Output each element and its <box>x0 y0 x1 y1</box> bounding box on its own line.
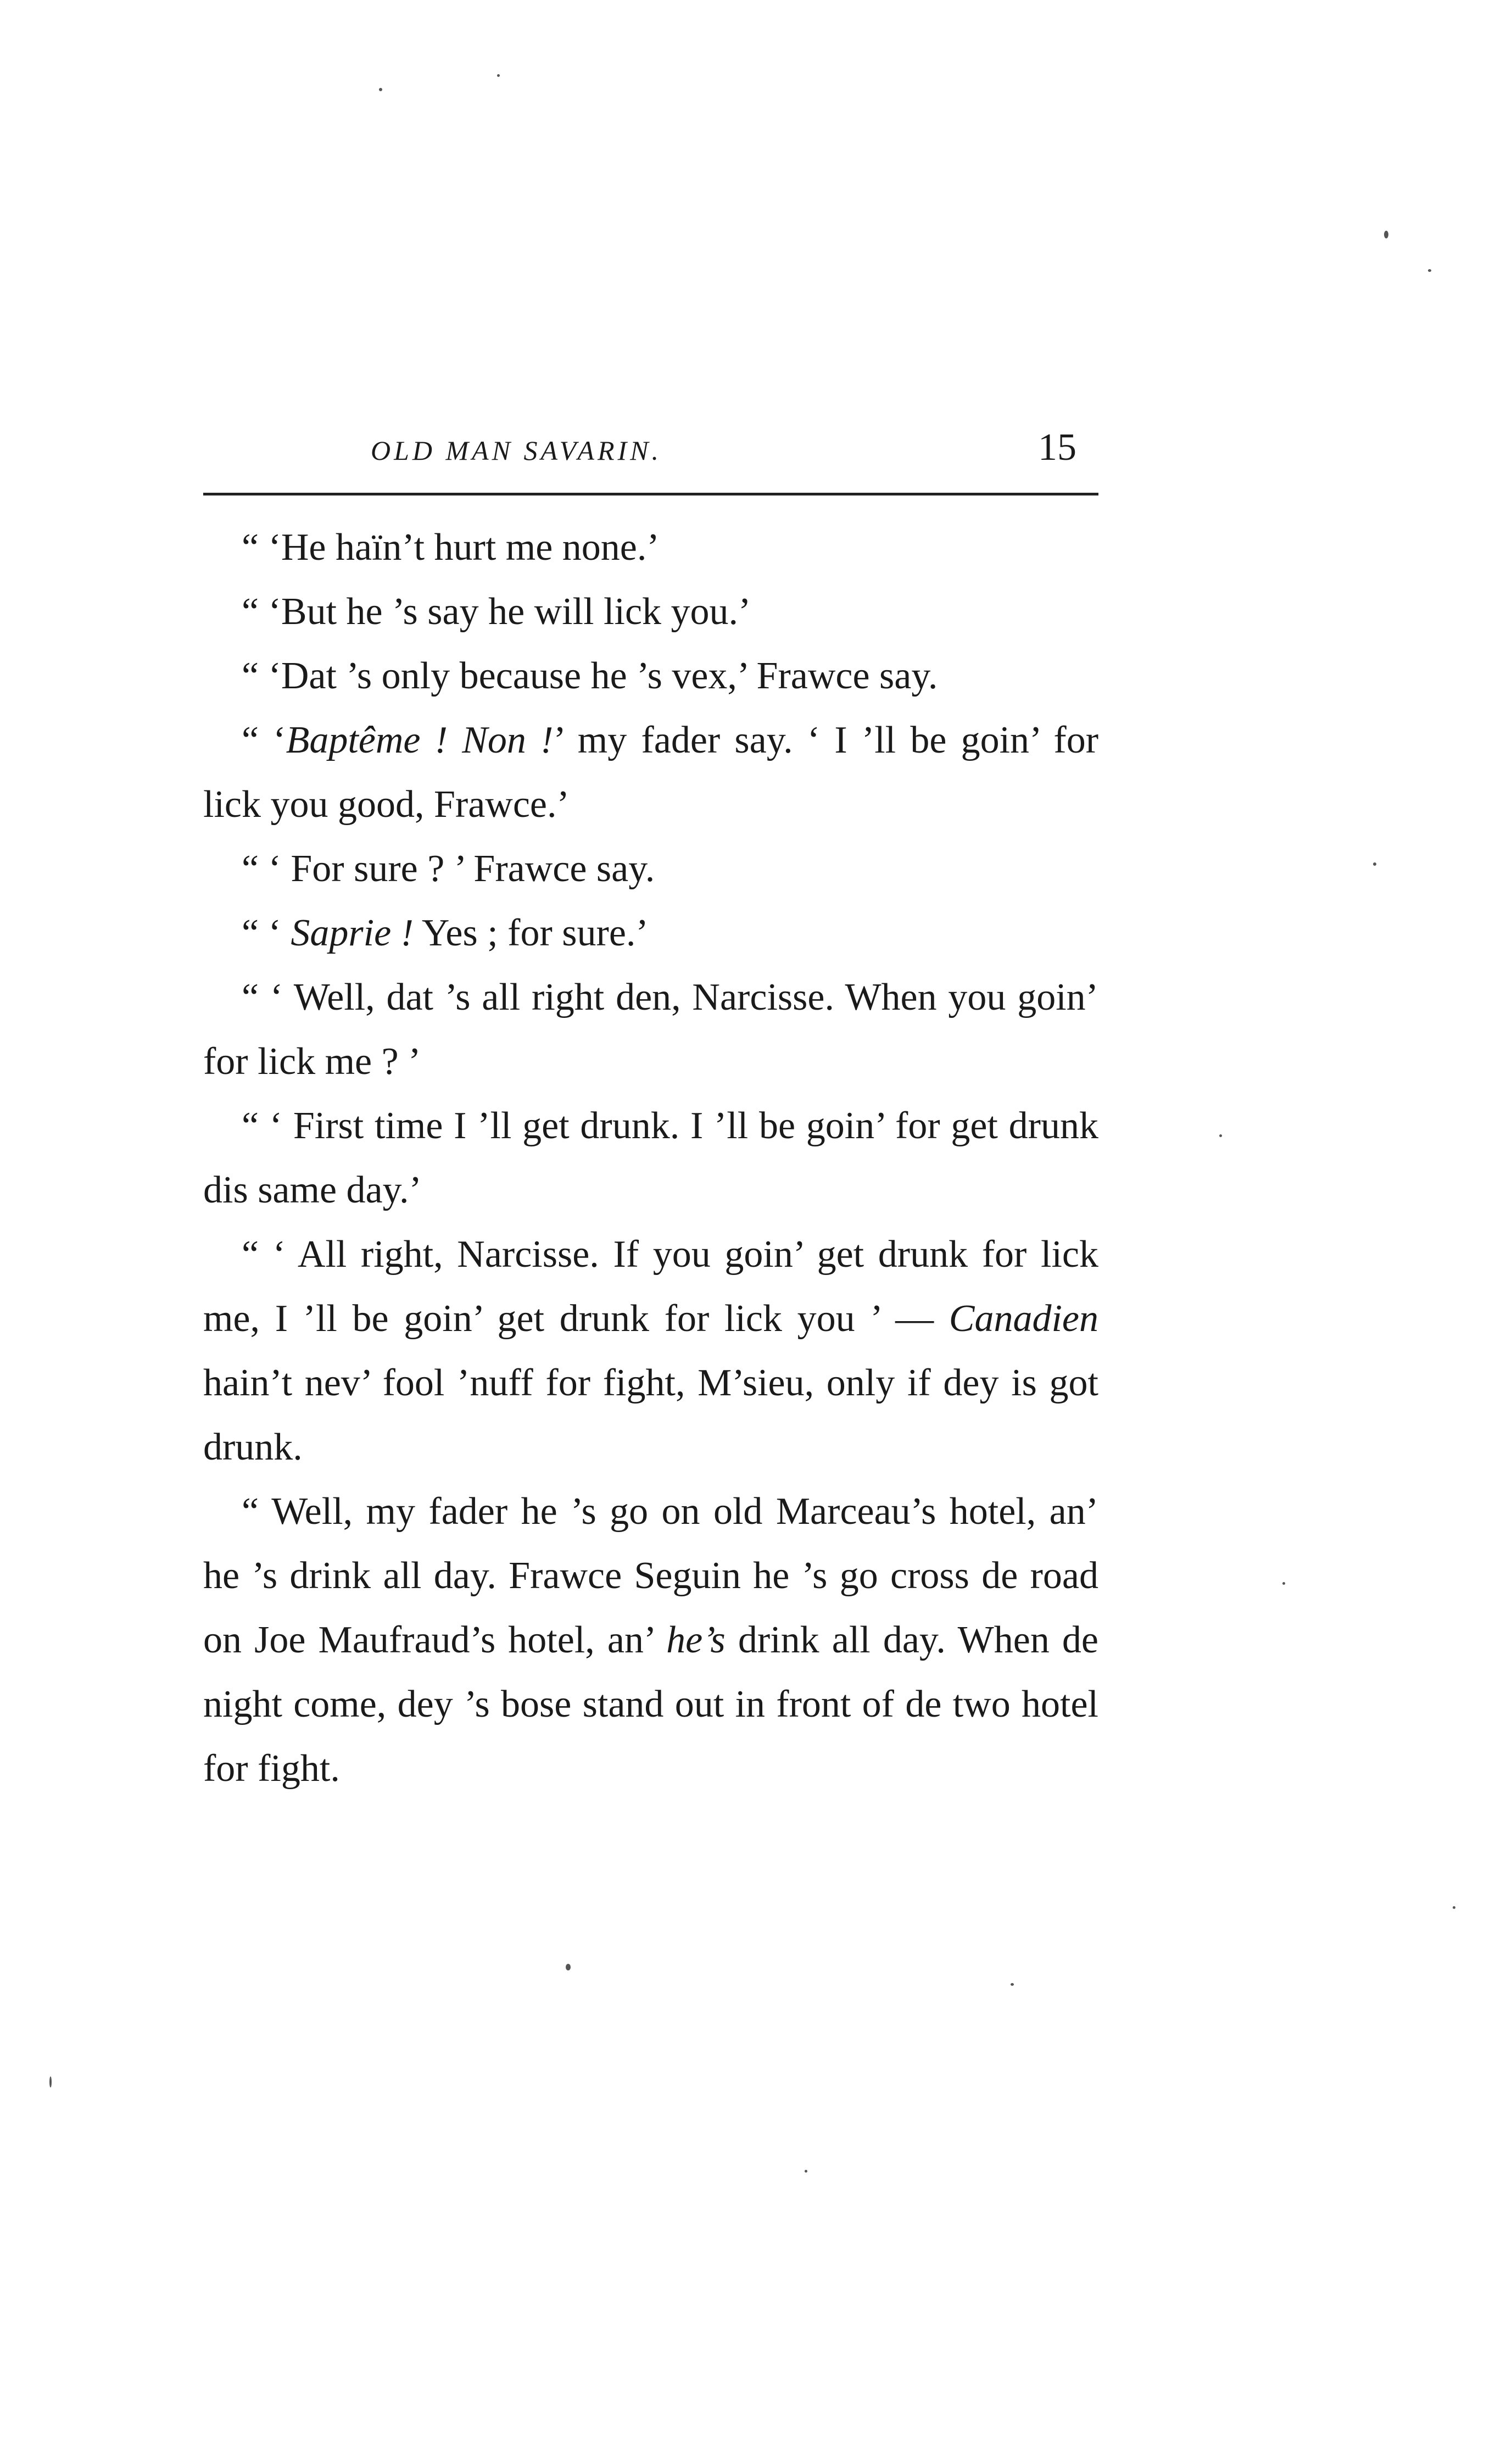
scan-speck <box>497 74 500 77</box>
scan-speck <box>379 88 382 91</box>
scan-speck <box>566 1964 571 1970</box>
scan-speck <box>1384 231 1388 238</box>
paragraph <box>203 901 1098 965</box>
paragraph-segment: “ ‘ <box>242 912 291 954</box>
paragraph: “ ‘ Well, dat ’s all right den, Narcisse. When you goin’ for lick me ? ’ <box>203 976 1098 1083</box>
running-title: OLD MAN SAVARIN. <box>370 435 662 466</box>
body-text <box>203 515 1098 1801</box>
paragraph-segment: “ ‘ <box>242 719 286 761</box>
paragraph <box>203 1222 1098 1479</box>
paragraph <box>203 708 1098 837</box>
paragraph-segment: drink all day. When de night come, dey ’s bose stand out in front of de two hotel for fight. <box>203 1619 1098 1790</box>
scan-speck <box>49 2076 52 2087</box>
scan-speck <box>1453 1906 1455 1909</box>
scan-speck <box>1219 1134 1222 1137</box>
italic-phrase: Canadien <box>949 1298 1098 1340</box>
scan-speck <box>1011 1983 1014 1986</box>
page-header <box>203 420 1098 481</box>
paragraph: “ ‘He haïn’t hurt me none.’ <box>242 526 660 569</box>
paragraph-segment: Yes ; for sure.’ <box>413 912 649 954</box>
scan-speck <box>805 2170 807 2173</box>
italic-phrase: Non ! <box>462 719 554 761</box>
scan-speck <box>1373 862 1376 866</box>
italic-phrase: Saprie ! <box>291 912 414 954</box>
paragraph: “ ‘But he ’s say he will lick you.’ <box>242 591 751 633</box>
paragraph-segment: ’ my fader say. ‘ I ’ll be goin’ for lick you good, Frawce.’ <box>203 719 1099 826</box>
paragraph <box>203 1479 1098 1801</box>
paragraph-segment: “ ‘ All right, Narcisse. If you goin’ get drunk for lick me, I ’ll be goin’ get drunk for lick you ’ — <box>203 1233 1098 1340</box>
paragraph-segment: hain’t nev’ fool ’nuff for fight, M’sieu, only if dey is got drunk. <box>203 1362 1098 1468</box>
paragraph: “ ‘ First time I ’ll get drunk. I ’ll be goin’ for get drunk dis same day.’ <box>203 1105 1098 1211</box>
header-rule <box>203 493 1098 495</box>
scan-speck <box>1428 269 1431 272</box>
paragraph: “ ‘ For sure ? ’ Frawce say. <box>242 848 655 890</box>
scan-speck <box>1282 1582 1285 1585</box>
italic-phrase: Baptême ! <box>286 719 448 761</box>
paragraph-segment: “ Well, my fader he ’s go on old Marceau’s hotel, an’ he ’s drink all day. Frawce Seguin he ’s go cross de road on Joe Maufraud’s hotel, an’ <box>203 1490 1098 1661</box>
page-number: 15 <box>1038 426 1076 469</box>
paragraph: “ ‘Dat ’s only because he ’s vex,’ Frawce say. <box>242 655 938 697</box>
italic-phrase: he’s <box>666 1619 726 1661</box>
